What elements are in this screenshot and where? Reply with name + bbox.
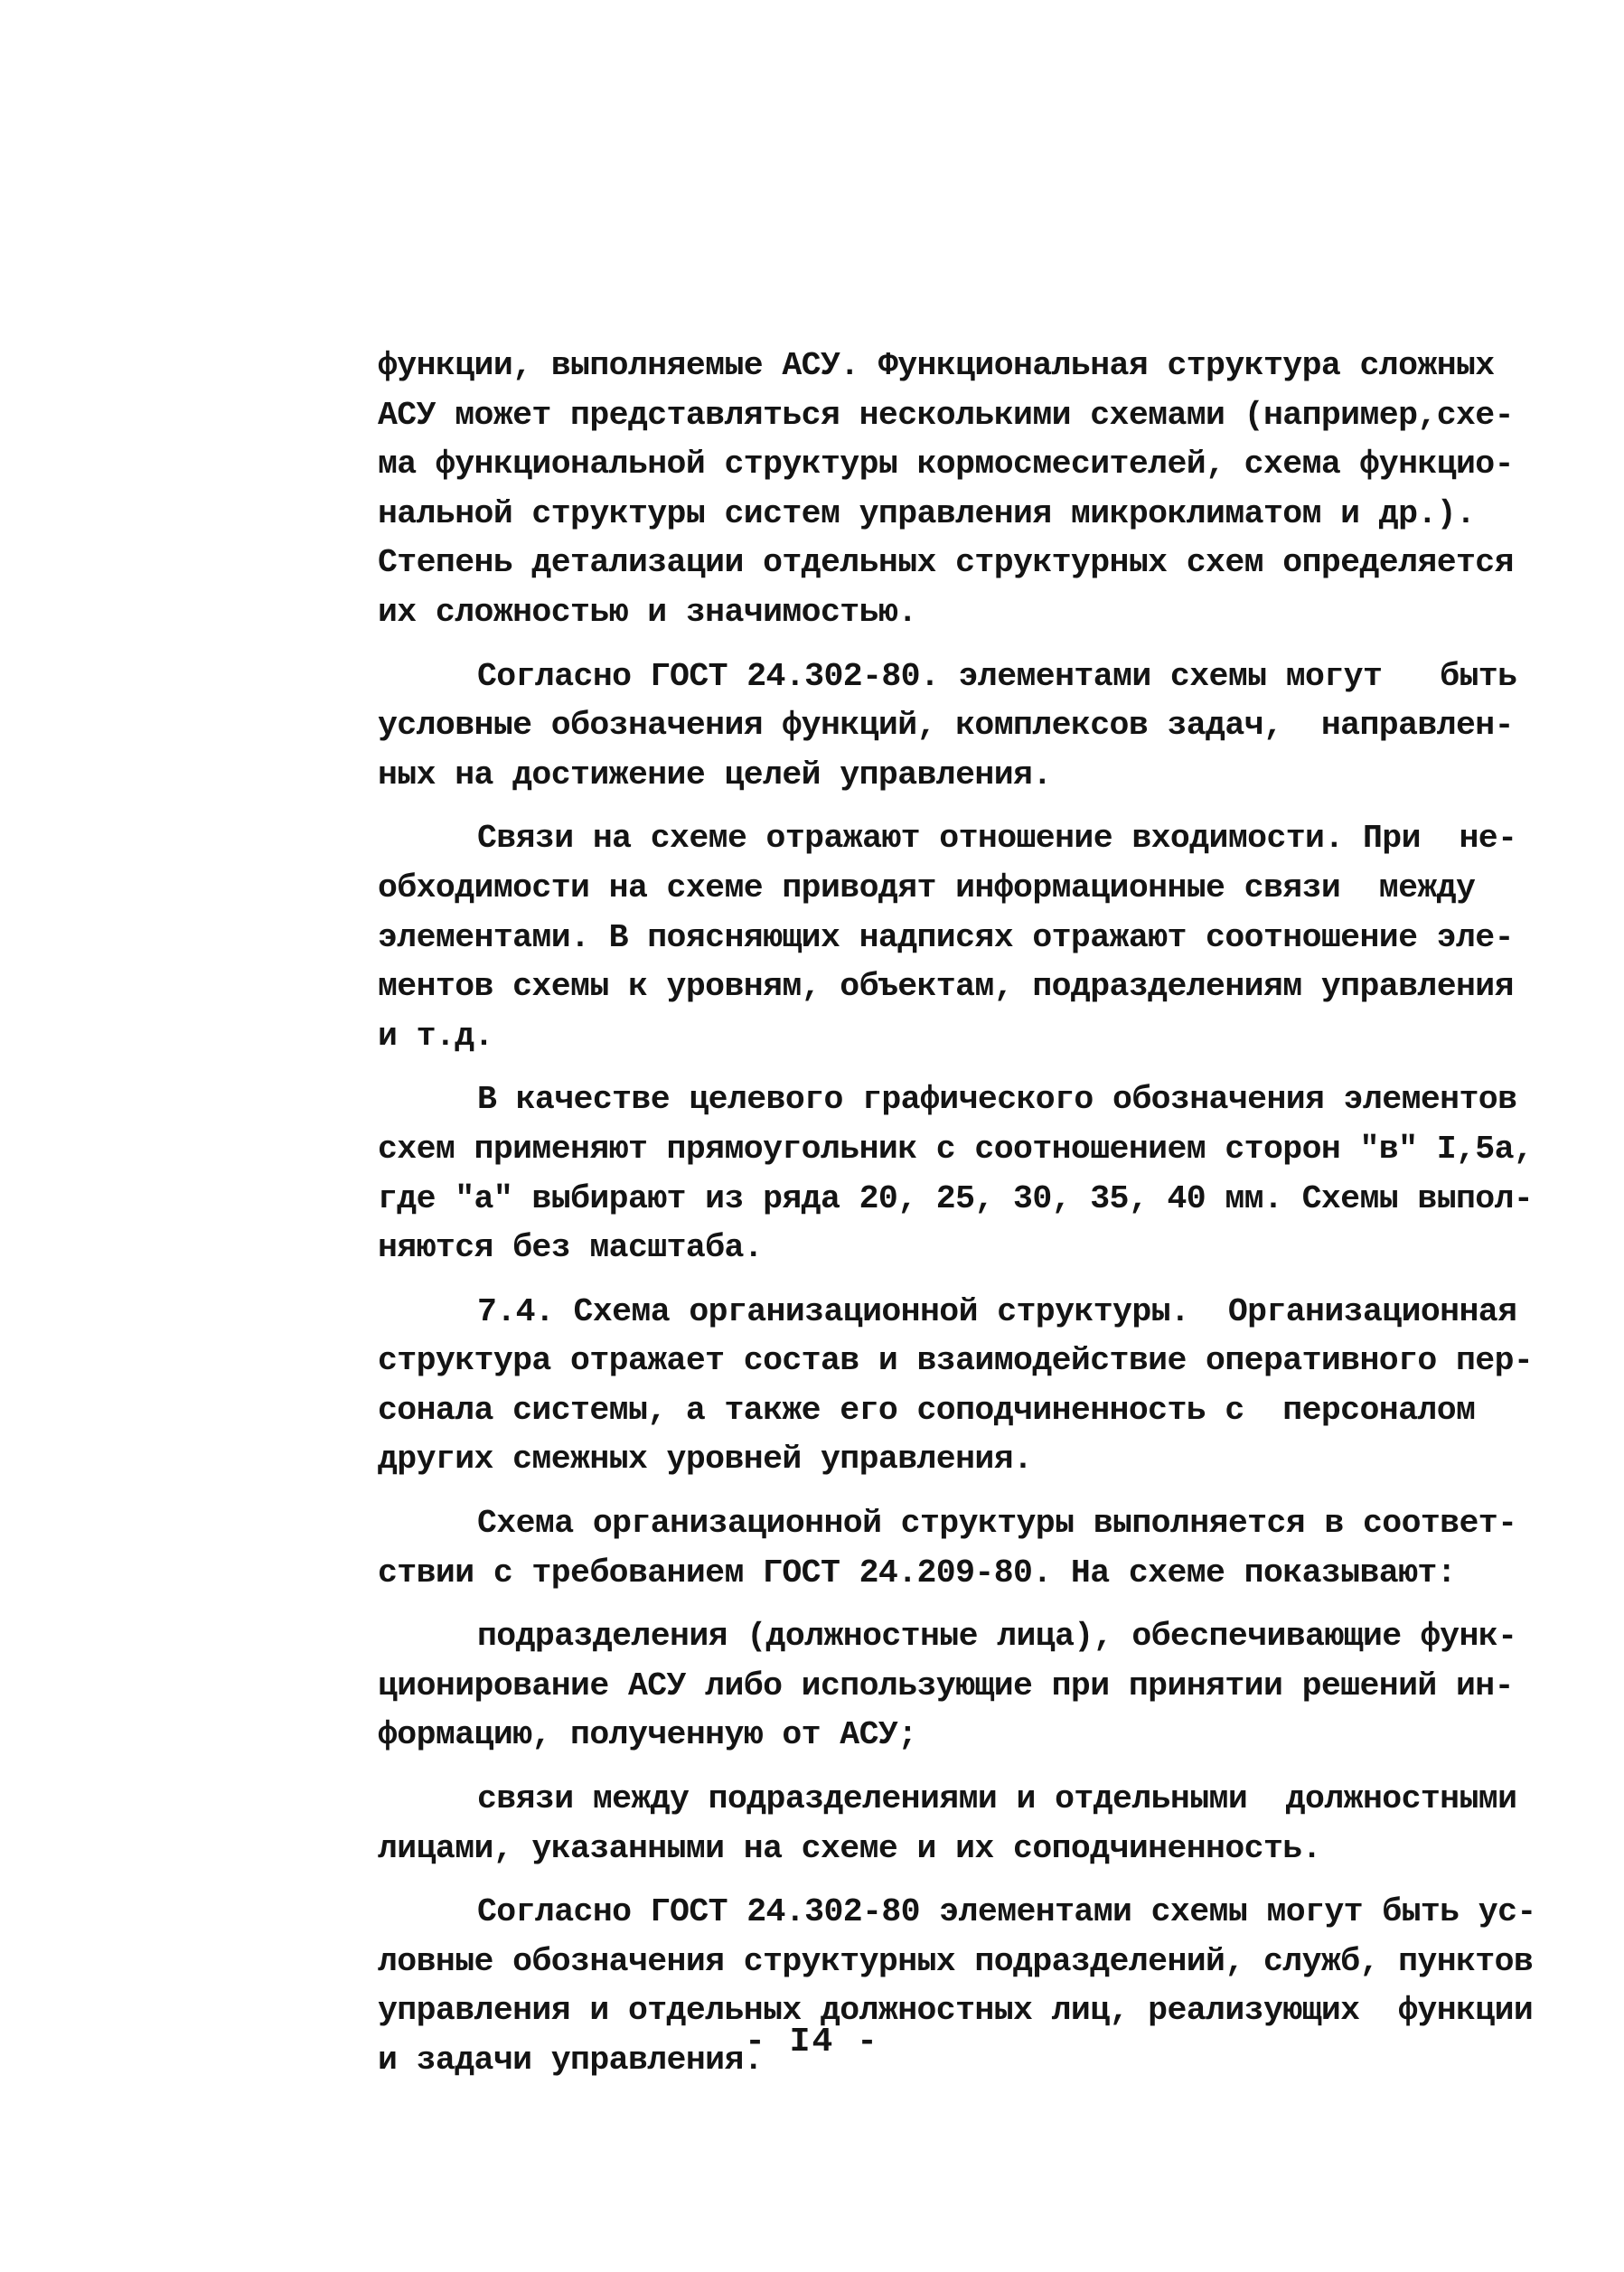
text-line: нальной структуры систем управления микроклиматом и др.). [378,494,1476,532]
text-line: и т.д. [378,1017,493,1055]
text-line: других смежных уровней управления. [378,1441,1033,1479]
section-heading-line: 7.4. Схема организационной структуры. Организационная [477,1292,1517,1330]
text-line: условные обозначения функций, комплексов задач, направлен- [378,707,1514,745]
text-line: ментов схемы к уровням, объектам, подразделениям управления [378,968,1514,1006]
text-line: структура отражает состав и взаимодействие оперативного пер- [378,1342,1534,1380]
text-line: Схема организационной структуры выполняется в соответ- [477,1505,1517,1543]
paragraph-graphic-notation [378,1075,1544,1272]
text-line: ствии с требованием ГОСТ 24.209-80. На схеме показывают: [378,1554,1457,1591]
text-line: функции, выполняемые АСУ. Функциональная структура сложных [378,347,1495,384]
text-line: сонала системы, а также его соподчиненность с персоналом [378,1391,1476,1429]
text-line: схем применяют прямоугольник с соотношением сторон "в" I,5а, [378,1130,1534,1168]
text-line: АСУ может представляться несколькими схемами (например,схе- [378,396,1514,434]
text-line: их сложностью и значимостью. [378,593,917,631]
paragraph-list-item-links [378,1775,1544,1873]
text-line: Связи на схеме отражают отношение входимости. При не- [477,820,1517,858]
paragraph-org-scheme [378,1499,1544,1598]
paragraph-section-7-4 [378,1288,1544,1485]
text-line: Согласно ГОСТ 24.302-80 элементами схемы могут быть ус- [477,1893,1536,1931]
text-line: где "а" выбирают из ряда 20, 25, 30, 35, 40 мм. Схемы выпол- [378,1179,1534,1217]
text-line: формацию, полученную от АСУ; [378,1716,917,1754]
text-line: связи между подразделениями и отдельными должностными [477,1780,1517,1818]
text-line: управления и отдельных должностных лиц, реализующих функции [378,1992,1534,2030]
text-line: ловные обозначения структурных подразделений, служб, пунктов [378,1942,1534,1980]
text-line: и задачи управления. [378,2042,764,2079]
text-line: В качестве целевого графического обозначения элементов [477,1081,1517,1119]
text-line: ма функциональной структуры кормосмесителей, схема функцио- [378,446,1514,484]
paragraph-list-item-divisions [378,1612,1544,1760]
text-line: обходимости на схеме приводят информационные связи между [378,868,1476,906]
paragraph-functional-structure [378,342,1544,638]
page-number: - I4 - [745,2023,879,2061]
paragraph-gost-functions [378,652,1544,801]
document-body [378,342,1544,2086]
text-line: ных на достижение целей управления. [378,756,1052,793]
text-line: лицами, указанными на схеме и их соподчиненность. [378,1829,1321,1867]
text-line: элементами. В поясняющих надписях отражают соотношение эле- [378,918,1514,956]
paragraph-connections [378,814,1544,1061]
text-line: ционирование АСУ либо использующие при принятии решений ин- [378,1666,1514,1704]
text-line: подразделения (должностные лица), обеспечивающие функ- [477,1618,1517,1656]
text-line: Степень детализации отдельных структурных схем определяется [378,544,1514,582]
text-line: няются без масштаба. [378,1229,764,1267]
text-line: Согласно ГОСТ 24.302-80. элементами схемы могут быть [477,657,1517,695]
